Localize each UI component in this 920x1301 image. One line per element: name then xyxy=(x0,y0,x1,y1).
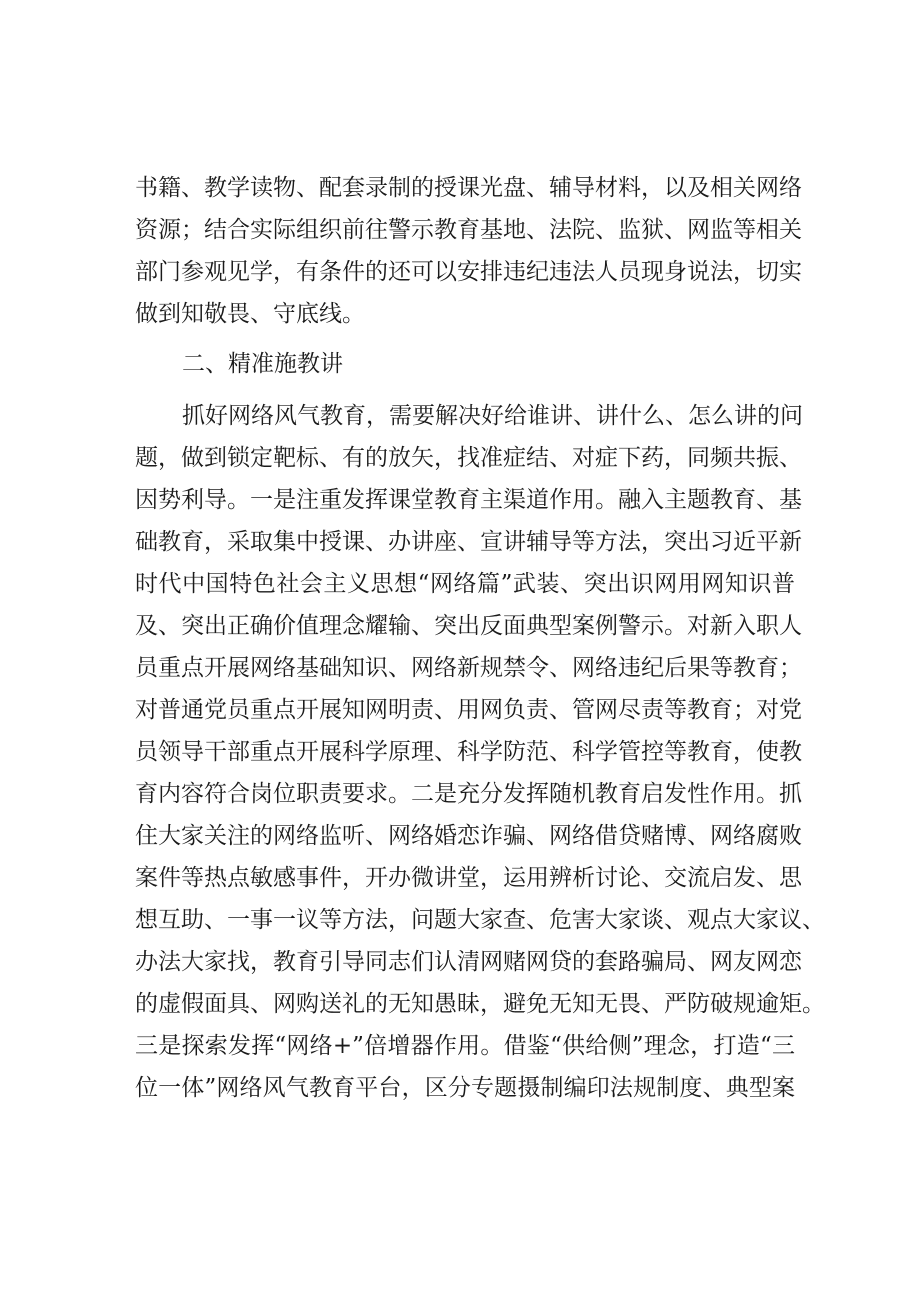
paragraph-2-line-14: 办法大家找，教育引导同志们认清网赌网贷的套路骗局、网友网恋 xyxy=(135,949,802,975)
paragraph-2-line-2: 题，做到锁定靶标、有的放矢，找准症结、对症下药，同频共振、 xyxy=(135,445,802,471)
paragraph-2-line-5: 时代中国特色社会主义思想“网络篇”武装、突出识网用网知识普 xyxy=(135,571,795,597)
paragraph-1-line-3: 部门参观见学，有条件的还可以安排违纪违法人员现身说法，切实 xyxy=(135,259,802,285)
paragraph-2-line-12: 案件等热点敏感事件，开办微讲堂，运用辨析讨论、交流启发、思 xyxy=(135,865,802,891)
paragraph-2-line-13: 想互助、一事一议等方法，问题大家查、危害大家谈、观点大家议、 xyxy=(135,907,825,933)
section-heading: 二、精准施教讲 xyxy=(182,351,343,377)
paragraph-2-line-7: 员重点开展网络基础知识、网络新规禁令、网络违纪后果等教育； xyxy=(135,655,802,681)
paragraph-2-line-15: 的虚假面具、网购送礼的无知愚昧，避免无知无畏、严防破规逾矩。 xyxy=(135,991,825,1017)
paragraph-2-line-3: 因势利导。一是注重发挥课堂教育主渠道作用。融入主题教育、基 xyxy=(135,487,802,513)
paragraph-1-line-4: 做到知敬畏、守底线。 xyxy=(135,301,365,327)
paragraph-2-line-17: 位一体”网络风气教育平台，区分专题摄制编印法规制度、典型案 xyxy=(135,1075,795,1101)
paragraph-2-line-6: 及、突出正确价值理念耀输、突出反面典型案例警示。对新入职人 xyxy=(135,613,802,639)
paragraph-2-line-9: 员领导干部重点开展科学原理、科学防范、科学管控等教育，使教 xyxy=(135,739,802,765)
paragraph-2-line-11: 住大家关注的网络监听、网络婚恋诈骗、网络借贷赌博、网络腐败 xyxy=(135,823,802,849)
paragraph-1-line-1: 书籍、教学读物、配套录制的授课光盘、辅导材料，以及相关网络 xyxy=(135,175,802,201)
paragraph-2-line-8: 对普通党员重点开展知网明责、用网负责、管网尽责等教育；对党 xyxy=(135,697,802,723)
paragraph-2-line-1: 抓好网络风气教育，需要解决好给谁讲、讲什么、怎么讲的问 xyxy=(182,403,803,429)
paragraph-2-line-16: 三是探索发挥“网络+”倍增器作用。借鉴“供给侧”理念，打造“三 xyxy=(135,1033,795,1059)
paragraph-2-line-4: 础教育，采取集中授课、办讲座、宣讲辅导等方法，突出习近平新 xyxy=(135,529,802,555)
paragraph-1-line-2: 资源；结合实际组织前往警示教育基地、法院、监狱、网监等相关 xyxy=(135,217,802,243)
paragraph-2-line-10: 育内容符合岗位职责要求。二是充分发挥随机教育启发性作用。抓 xyxy=(135,781,802,807)
